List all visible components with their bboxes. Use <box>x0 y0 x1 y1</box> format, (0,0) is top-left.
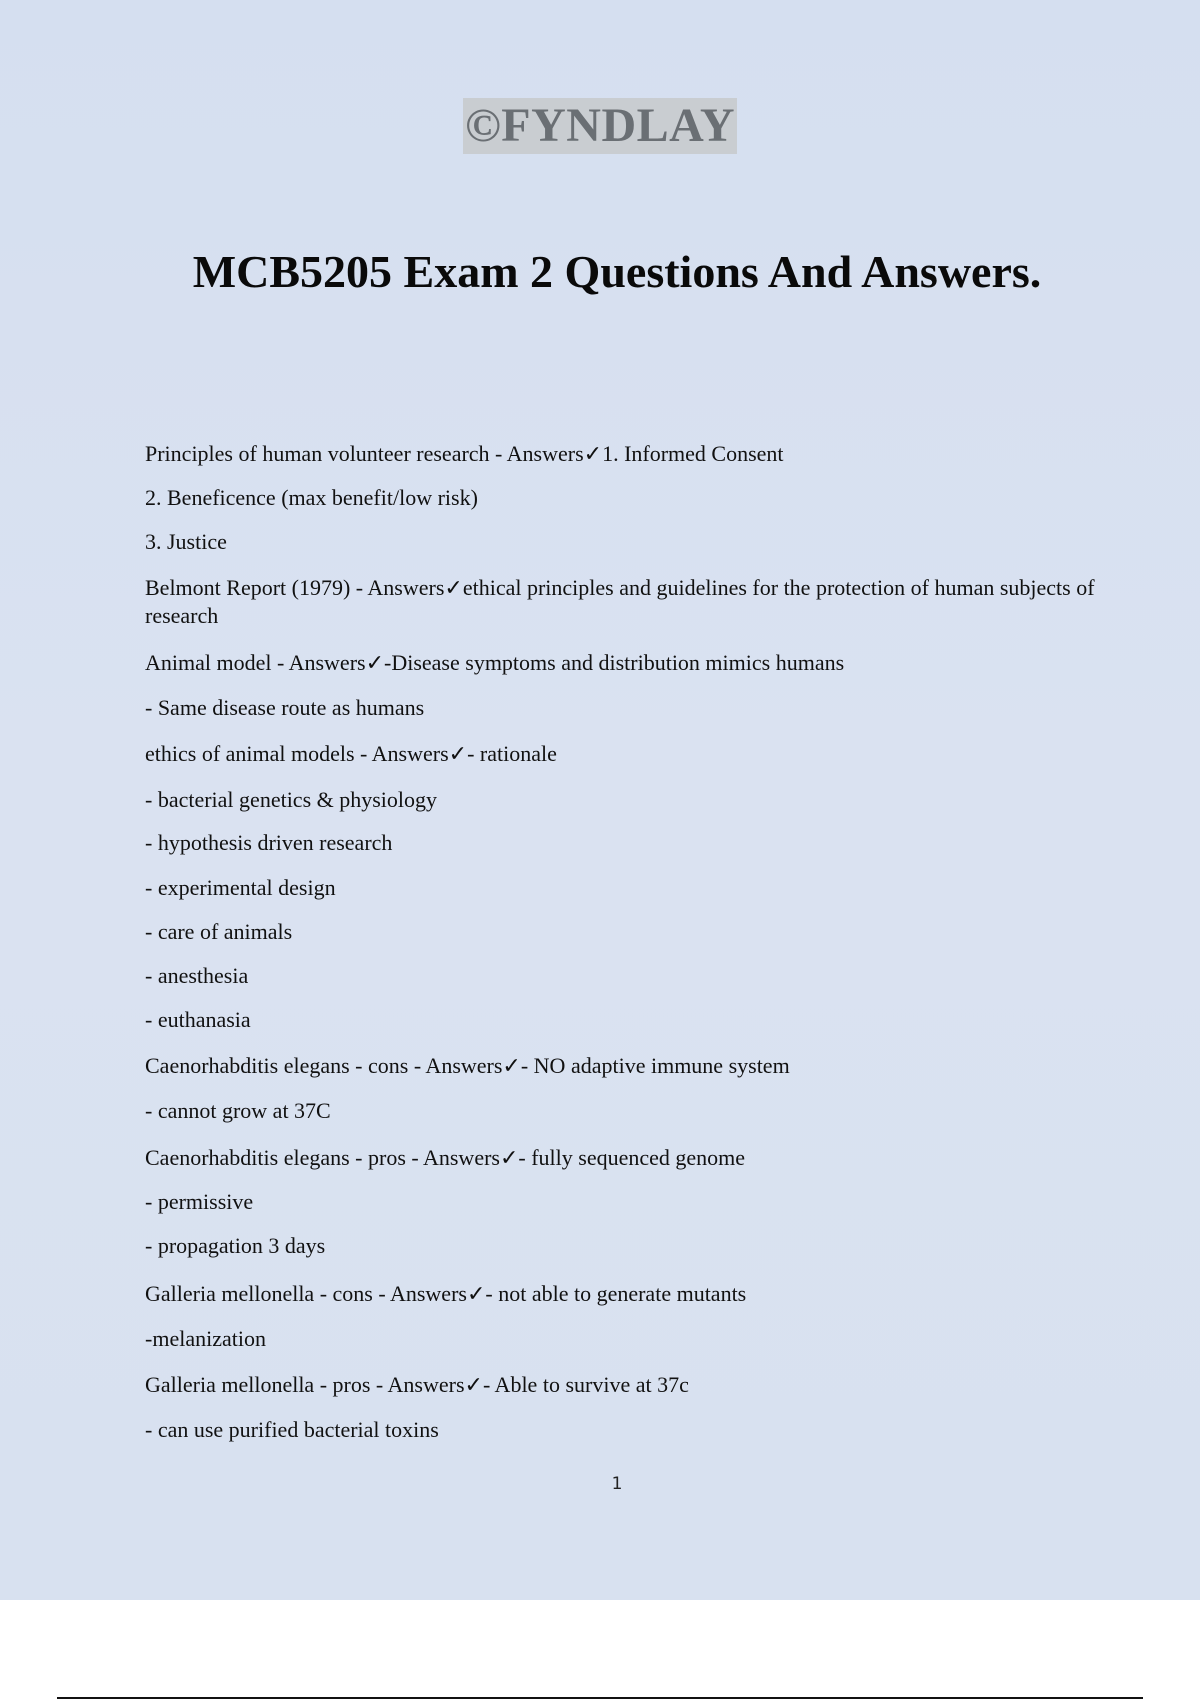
qa-line: - Same disease route as humans <box>145 695 425 720</box>
qa-line: - care of animals <box>145 919 293 944</box>
qa-line: Caenorhabditis elegans - pros - Answers✓- fully sequenced genome <box>145 1145 746 1170</box>
qa-list <box>145 440 1095 1444</box>
qa-line: Belmont Report (1979) - Answers✓ethical principles and guidelines for the protection of human subjects of research <box>145 575 1095 628</box>
document-title: MCB5205 Exam 2 Questions And Answers. <box>192 246 1042 297</box>
qa-line: - hypothesis driven research <box>145 830 393 855</box>
qa-line: - experimental design <box>145 875 336 900</box>
page-divider <box>57 1697 1143 1699</box>
qa-line: Caenorhabditis elegans - cons - Answers✓- NO adaptive immune system <box>145 1053 790 1078</box>
qa-line: Animal model - Answers✓-Disease symptoms and distribution mimics humans <box>145 650 845 675</box>
qa-line: - permissive <box>145 1189 254 1214</box>
qa-line: Galleria mellonella - cons - Answers✓- not able to generate mutants <box>145 1281 747 1306</box>
qa-line: - propagation 3 days <box>145 1233 326 1258</box>
watermark-text: ©FYNDLAY <box>464 99 736 152</box>
qa-line: - anesthesia <box>145 963 249 988</box>
qa-line: - cannot grow at 37C <box>145 1098 331 1123</box>
qa-line: - can use purified bacterial toxins <box>145 1417 439 1442</box>
qa-line: 2. Beneficence (max benefit/low risk) <box>145 485 478 510</box>
qa-line: -melanization <box>145 1326 266 1351</box>
qa-line: Principles of human volunteer research - Answers✓1. Informed Consent <box>145 441 784 466</box>
qa-line: Galleria mellonella - pros - Answers✓- Able to survive at 37c <box>145 1372 689 1397</box>
page-number: 1 <box>611 1474 623 1494</box>
qa-line: - euthanasia <box>145 1007 251 1032</box>
qa-line: - bacterial genetics & physiology <box>145 787 438 812</box>
qa-line: 3. Justice <box>145 529 227 554</box>
watermark <box>0 98 1200 154</box>
qa-line: ethics of animal models - Answers✓- rationale <box>145 741 557 766</box>
